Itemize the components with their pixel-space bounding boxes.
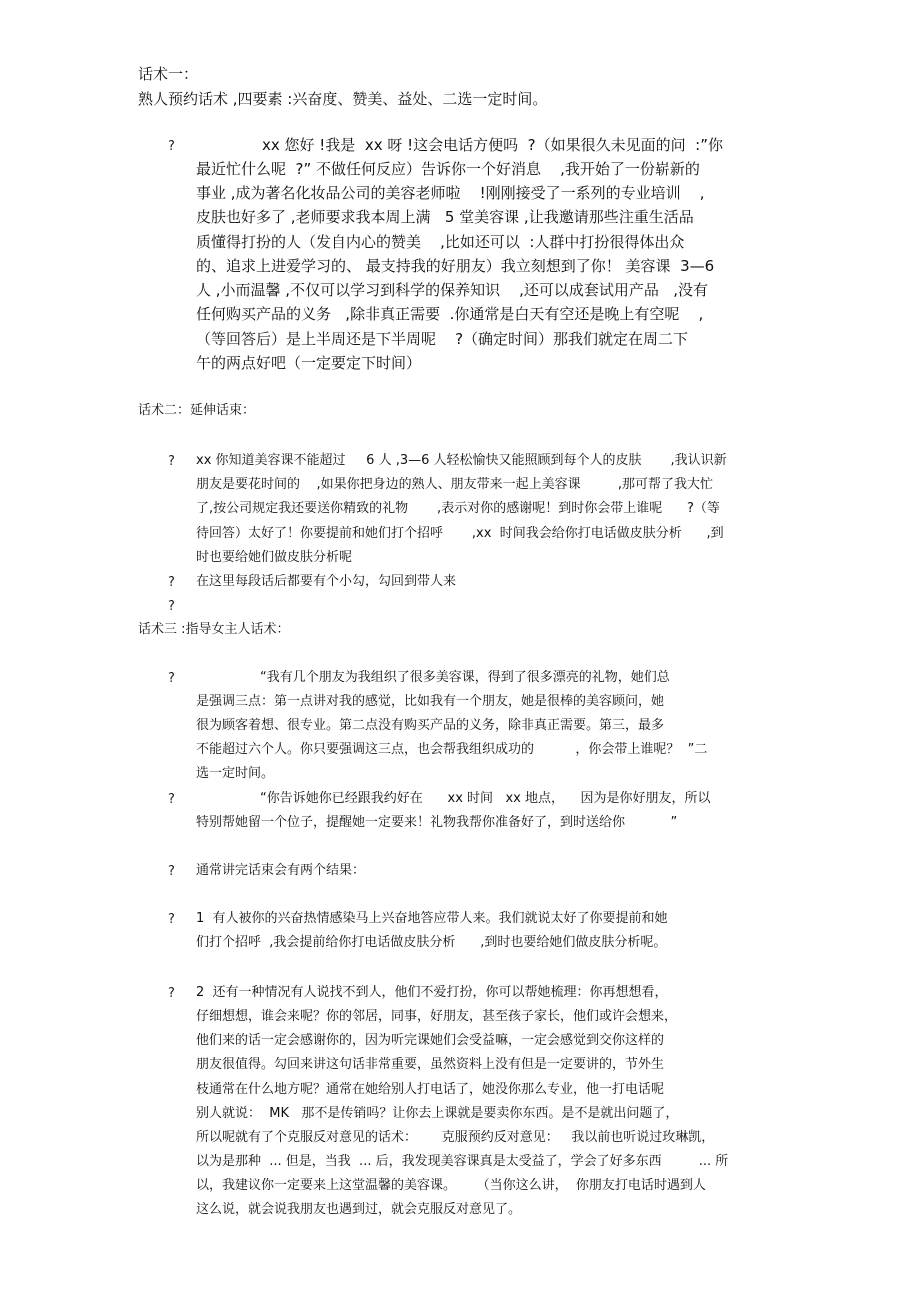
paragraph-line: 1 有人被你的兴奋热情感染马上兴奋地答应带人来。我们就说太好了你要提前和她 [196, 911, 668, 926]
bullet-marker: ? [168, 912, 175, 927]
paragraph-line: 仔细想想，谁会来呢？你的邻居，同事，好朋友，甚至孩子家长，他们或许会想来， [196, 1009, 678, 1024]
section-title: 话术二：延伸话束： [138, 403, 256, 418]
paragraph-line: 最近忙什么呢 ?” 不做任何反应）告诉你一个好消息 ,我开始了一份崭新的 [196, 160, 700, 178]
paragraph-line: 人 ,小而温馨 ,不仅可以学习到科学的保养知识 ,还可以成套试用产品 ,没有 [196, 281, 708, 299]
paragraph-line: xx 你知道美容课不能超过 6 人 ,3—6 人轻松愉快又能照顾到每个人的皮肤 ,我认识新 [196, 453, 727, 468]
paragraph-line: 午的两点好吧（一定要定下时间） [196, 354, 422, 372]
paragraph-line: 事业 ,成为著名化妆品公司的美容老师啦 !刚刚接受了一系列的专业培训 , [196, 184, 705, 202]
paragraph-line: 他们来的话一定会感谢你的，因为听完课她们会受益嘛，一定会感觉到交你这样的 [196, 1033, 665, 1048]
bullet-marker: ? [168, 575, 175, 590]
paragraph-line: 了,按公司规定我还要送你精致的礼物 ,表示对你的感谢呢！到时你会带上谁呢 ?（等 [196, 501, 720, 516]
paragraph-line: 的、追求上进爱学习的、 最支持我的好朋友）我立刻想到了你！ 美容课 3—6 [196, 257, 715, 275]
paragraph-line: 皮肤也好多了 ,老师要求我本周上满 5 堂美容课 ,让我邀请那些注重生活品 [196, 208, 694, 226]
paragraph-line: 通常讲完话束会有两个结果： [196, 863, 366, 878]
paragraph-line: 枝通常在什么地方呢？通常在她给别人打电话了，她没你那么专业，他一打电话呢 [196, 1082, 665, 1097]
paragraph-line: 以为是那种 ... 但是，当我 ... 后，我发现美容课真是太受益了，学会了好多东西 ... 所 [196, 1154, 729, 1169]
section-title: 话术一： [138, 65, 199, 83]
paragraph-line: “我有几个朋友为我组织了很多美容课，得到了很多漂亮的礼物，她们总 [260, 670, 670, 685]
paragraph-line: 是强调三点：第一点讲对我的感觉，比如我有一个朋友，她是很棒的美容顾问，她 [196, 694, 665, 709]
paragraph-line: 别人就说： MK 那不是传销吗？让你去上课就是要卖你东西。是不是就出问题了， [196, 1106, 679, 1121]
paragraph-line: 所以呢就有了个克服反对意见的话术： 克服预约反对意见： 我以前也听说过玫琳凯， [196, 1130, 715, 1145]
paragraph-line: 朋友很值得。勾回来讲这句话非常重要，虽然资料上没有但是一定要讲的，节外生 [196, 1057, 665, 1072]
paragraph-line: “你告诉她你已经跟我约好在 xx 时间 xx 地点， 因为是你好朋友，所以 [260, 791, 711, 806]
paragraph-line: 这么说，就会说我朋友也遇到过，就会克服反对意见了。 [196, 1202, 522, 1217]
bullet-marker: ? [168, 671, 175, 686]
paragraph-line: 在这里每段话后都要有个小勾，勾回到带人来 [196, 574, 457, 589]
paragraph-line: 任何购买产品的义务 ,除非真正需要 .你通常是白天有空还是晚上有空呢 , [196, 305, 704, 323]
paragraph-line: （等回答后）是上半周还是下半周呢 ?（确定时间）那我们就定在周二下 [196, 330, 689, 348]
bullet-marker: ? [168, 986, 175, 1001]
bullet-marker: ? [168, 139, 175, 154]
paragraph-line: 待回答）太好了！你要提前和她们打个招呼 ,xx 时间我会给你打电话做皮肤分析 ,到 [196, 526, 724, 541]
paragraph-line: xx 您好 !我是 xx 呀 !这会电话方便吗 ?（如果很久未见面的问 :”你 [262, 136, 724, 154]
paragraph-line: 选一定时间。 [196, 766, 275, 781]
paragraph-line: 以，我建议你一定要来上这堂温馨的美容课。 （当你这么讲， 你朋友打电话时遇到人 [196, 1178, 706, 1193]
paragraph-line: 很为顾客着想、很专业。第二点没有购买产品的义务，除非真正需要。第三，最多 [196, 718, 665, 733]
bullet-marker: ? [168, 454, 175, 469]
paragraph-line: 2 还有一种情况有人说找不到人，他们不爱打扮，你可以帮她梳理：你再想想看， [196, 985, 668, 1000]
paragraph-line: 们打个招呼 ,我会提前给你打电话做皮肤分析 ,到时也要给她们做皮肤分析呢。 [196, 935, 667, 950]
paragraph-line: 朋友是要花时间的 ,如果你把身边的熟人、朋友带来一起上美容课 ,那可帮了我大忙 [196, 477, 713, 492]
bullet-marker: ? [168, 864, 175, 879]
paragraph-line: 不能超过六个人。你只要强调这三点，也会帮我组织成功的 ，你会带上谁呢？ ”二 [196, 742, 708, 757]
paragraph-line: 特别帮她留一个位子，提醒她一定要来！礼物我帮你准备好了，到时送给你 ” [196, 815, 678, 830]
section-title: 话术三 :指导女主人话术： [138, 622, 290, 637]
paragraph-line: 时也要给她们做皮肤分析呢 [196, 550, 353, 565]
bullet-marker: ? [168, 599, 175, 614]
section-subtitle: 熟人预约话术 ,四要素 :兴奋度、赞美、益处、二选一定时间。 [138, 90, 548, 108]
paragraph-line: 质懂得打扮的人（发自内心的赞美 ,比如还可以 :人群中打扮很得体出众 [196, 233, 685, 251]
bullet-marker: ? [168, 792, 175, 807]
